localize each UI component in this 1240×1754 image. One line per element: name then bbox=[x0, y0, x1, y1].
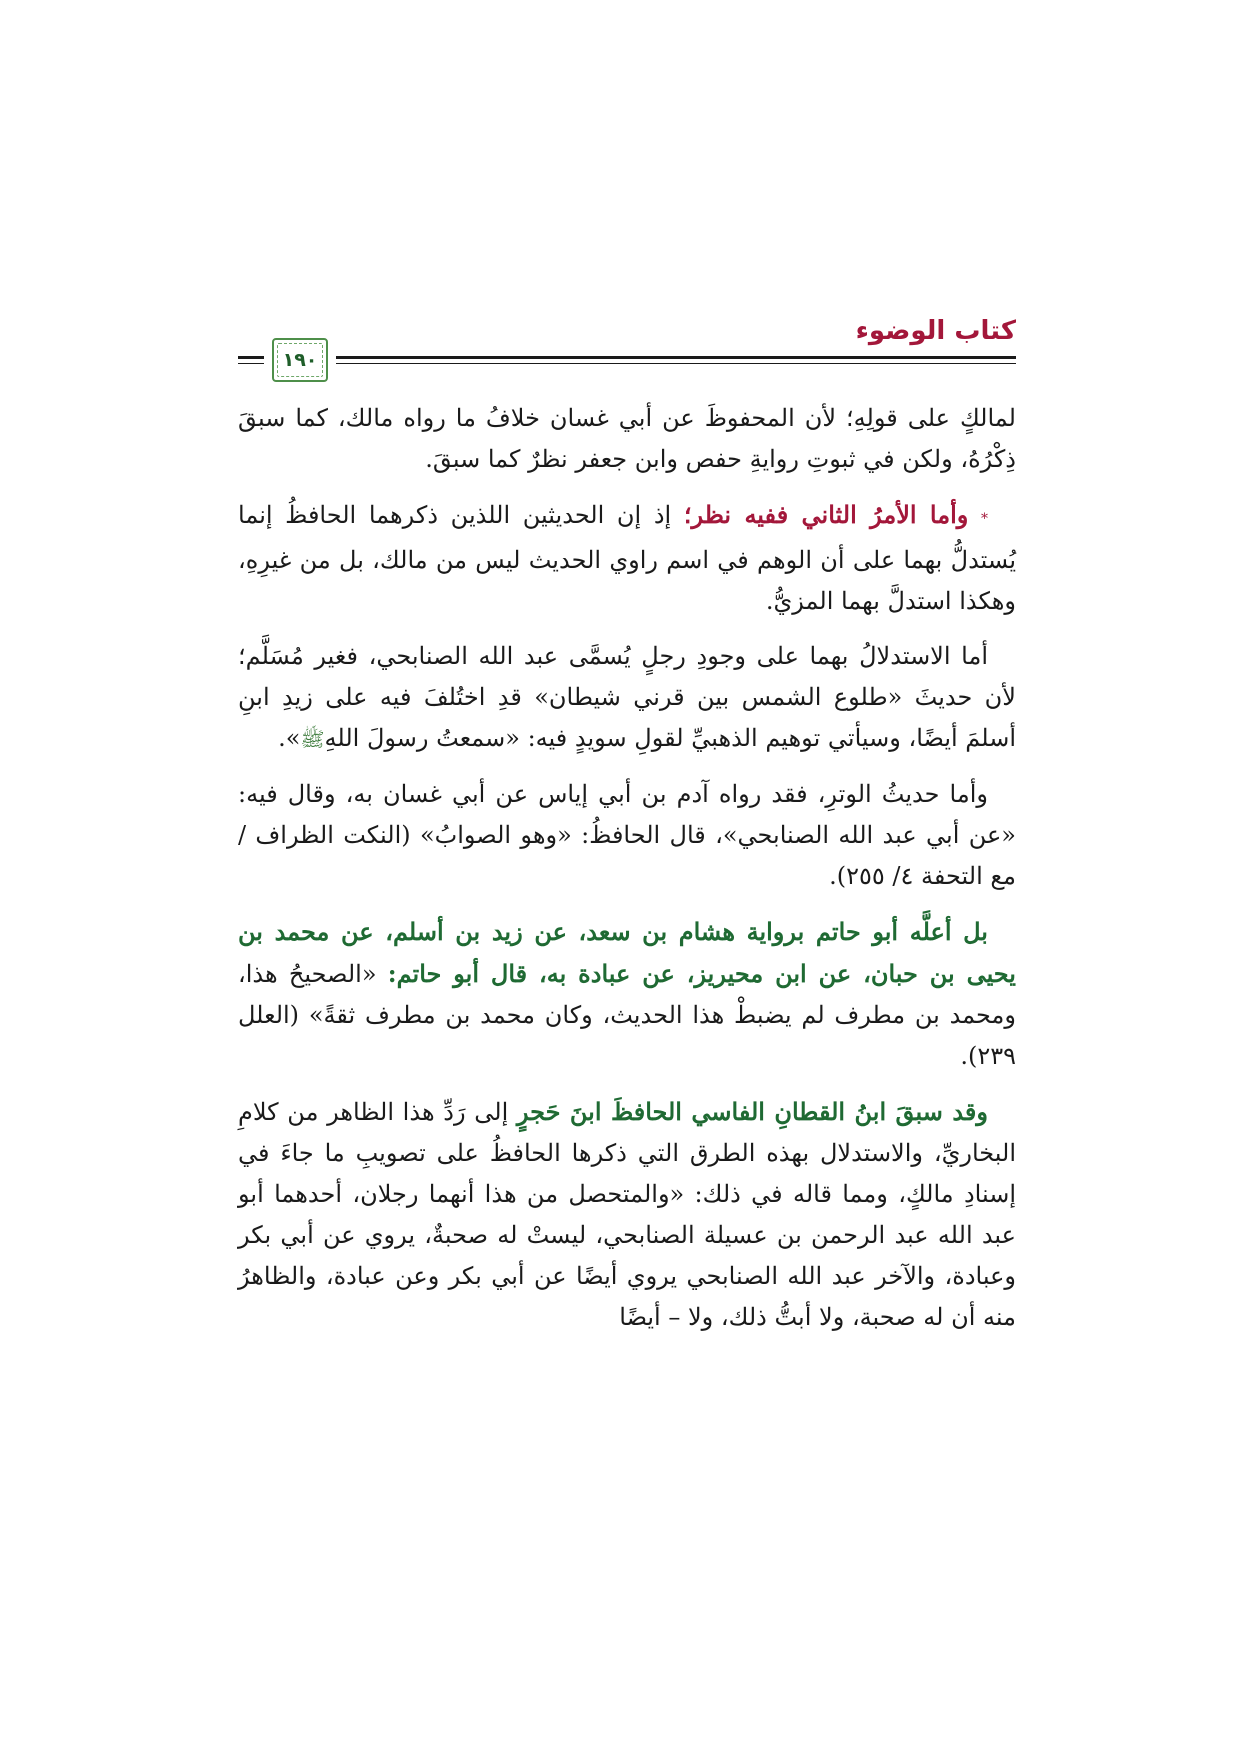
page-body bbox=[238, 398, 1016, 1352]
paragraph-4: وأما حديثُ الوترِ، فقد رواه آدم بن أبي إياس عن أبي غسان به، وقال فيه: «عن أبي عبد الله الصنابحي»، قال الحافظُ: «وهو الصوابُ» (النكت الظراف / مع التحفة ٤/ ٢٥٥). bbox=[238, 780, 1016, 890]
paragraph-2 bbox=[238, 494, 1016, 622]
page-number: ١٩٠ bbox=[282, 349, 318, 371]
paragraph-5-text: «الصحيحُ هذا، ومحمد بن مطرف لم يضبطْ هذا الحديث، وكان محمد بن مطرف ثقةً» (العلل ٢٣٩). bbox=[238, 960, 1016, 1070]
paragraph-6-lead: وقد سبقَ ابنُ القطانِ الفاسي الحافظَ ابنَ حَجرٍ bbox=[516, 1097, 988, 1126]
page-number-badge bbox=[272, 338, 328, 382]
paragraph-3-text: أما الاستدلالُ بهما على وجودِ رجلٍ يُسمَّى عبد الله الصنابحي، فغير مُسَلَّم؛ لأن حديثَ «طلوع الشمس بين قرني شيطان» قدِ اختُلفَ فيه على زيدِ ابنِ أسلمَ أيضًا، وسيأتي توهيم الذهبيِّ لقولِ سويدٍ فيه: «سمعتُ رسولَ اللهِ bbox=[238, 642, 1016, 752]
book-title: كتاب الوضوء bbox=[855, 316, 1016, 346]
star-marker: * bbox=[981, 511, 988, 527]
paragraph-6-text: إلى رَدِّ هذا الظاهر من كلامِ البخاريِّ، والاستدلال بهذه الطرق التي ذكرها الحافظُ على تصويبِ ما جاءَ في إسنادِ مالكٍ، ومما قاله في ذلك: «والمتحصل من هذا أنهما رجلان، أحدهما أبو عبد الله عبد الرحمن بن عسيلة الصنابحي، ليستْ له صحبةٌ، يروي عن أبي بكر وعبادة، والآخر عبد الله الصنابحي يروي أيضًا عن أبي بكر وعن عبادة، والظاهرُ منه أن له صحبة، ولا أبتُّ ذلك، ولا – أيضًا bbox=[238, 1098, 1016, 1331]
paragraph-1: لمالكٍ على قولِهِ؛ لأن المحفوظَ عن أبي غسان خلافُ ما رواه مالك، كما سبقَ ذِكْرُهُ، ولكن في ثبوتِ روايةِ حفص وابن جعفر نظرٌ كما سبقَ. bbox=[238, 404, 1016, 473]
page-header bbox=[238, 310, 1016, 390]
paragraph-2-lead: وأما الأمرُ الثاني ففيه نظر؛ bbox=[683, 500, 969, 529]
header-rule-thin bbox=[238, 363, 1016, 364]
paragraph-5 bbox=[238, 911, 1016, 1077]
header-rule-thick bbox=[238, 356, 1016, 359]
paragraph-2-text: إذ إن الحديثين اللذين ذكرهما الحافظُ إنما يُستدلُّ بهما على أن الوهم في اسم راوي الحديث ليس من مالك، بل من غيرِهِ، وهكذا استدلَّ بهما المزيُّ. bbox=[238, 501, 1016, 615]
paragraph-3 bbox=[238, 636, 1016, 760]
paragraph-5-lead: بل أعلَّه أبو حاتم برواية هشام بن سعد، عن زيد بن أسلم، عن محمد بن يحيى بن حبان، عن ابن محيريز، عن عبادة به، قال أبو حاتم: bbox=[238, 917, 1016, 988]
paragraph-6 bbox=[238, 1091, 1016, 1338]
paragraph-3-end: ». bbox=[278, 724, 301, 752]
honorific-glyph: ﷺ bbox=[300, 727, 325, 751]
